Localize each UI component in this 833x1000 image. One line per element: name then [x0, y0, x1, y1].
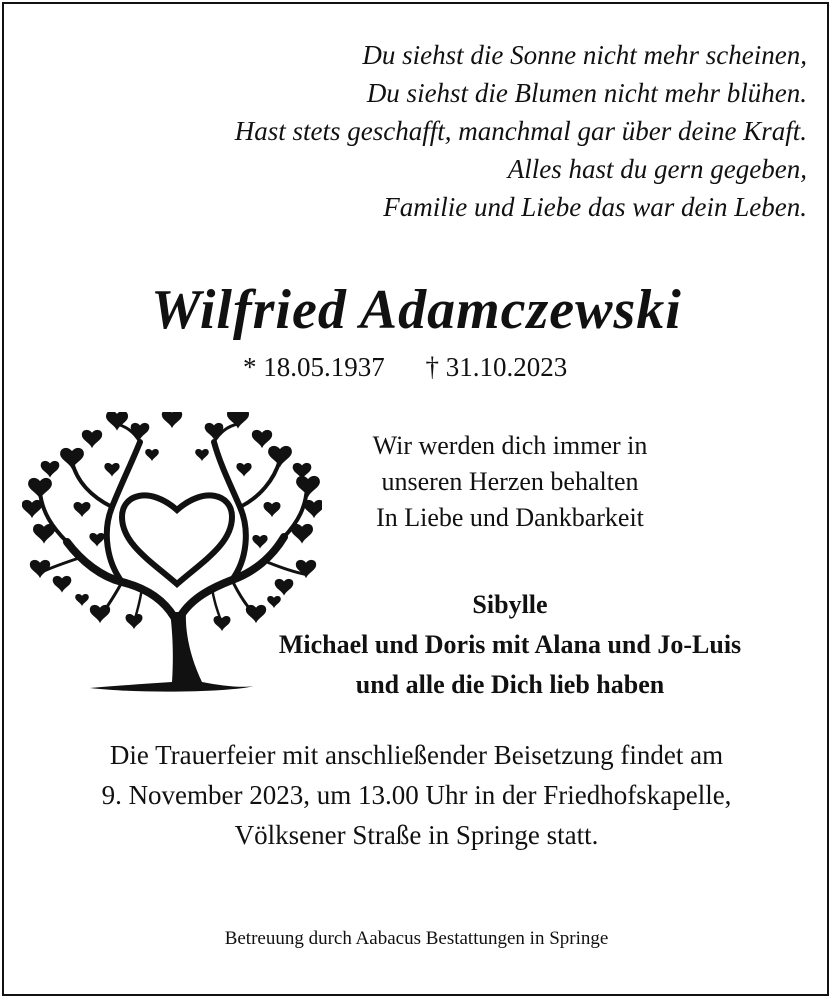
death-date: † 31.10.2023	[425, 352, 568, 382]
ceremony-line: 9. November 2023, um 13.00 Uhr in der Friedhofskapelle,	[101, 780, 732, 810]
poem-line: Du siehst die Sonne nicht mehr scheinen,	[362, 40, 807, 70]
remembrance-line: In Liebe und Dankbarkeit	[376, 503, 644, 532]
poem-line: Hast stets geschafft, manchmal gar über deine Kraft.	[234, 116, 807, 146]
poem-line: Du siehst die Blumen nicht mehr blühen.	[366, 78, 807, 108]
remembrance-line: Wir werden dich immer in	[372, 431, 648, 460]
mourner-line: Michael und Doris mit Alana und Jo-Luis	[278, 630, 742, 659]
remembrance-text	[300, 428, 720, 536]
mourner-line: Sibylle	[472, 590, 548, 619]
deceased-name: Wilfried Adamczewski	[151, 279, 682, 341]
ceremony-info	[0, 735, 833, 855]
poem-line: Familie und Liebe das war dein Leben.	[383, 192, 807, 222]
birth-date: * 18.05.1937	[243, 352, 385, 382]
funeral-home-credit: Betreuung durch Aabacus Bestattungen in Springe	[224, 928, 609, 949]
life-dates	[243, 352, 567, 383]
poem	[235, 36, 807, 226]
ceremony-line: Völksener Straße in Springe statt.	[234, 820, 599, 850]
mourner-line: und alle die Dich lieb haben	[355, 670, 665, 699]
ceremony-line: Die Trauerfeier mit anschließender Beisetzung findet am	[109, 740, 724, 770]
poem-line: Alles hast du gern gegeben,	[507, 154, 807, 184]
remembrance-line: unseren Herzen behalten	[381, 467, 639, 496]
mourners	[170, 585, 833, 705]
